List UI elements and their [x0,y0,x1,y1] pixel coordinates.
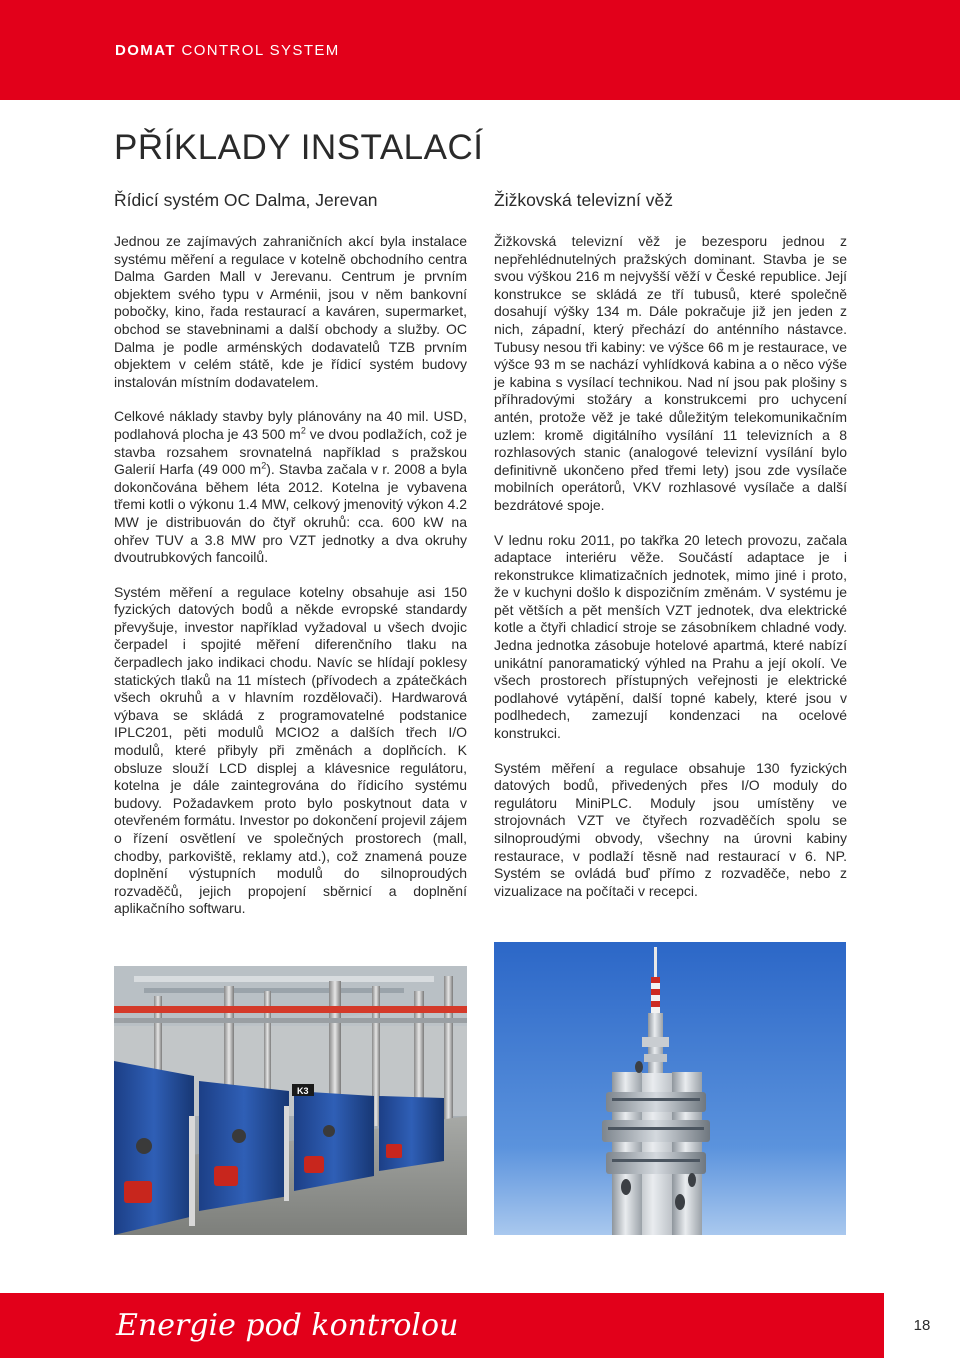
left-heading: Řídicí systém OC Dalma, Jerevan [114,190,378,210]
superscript-2: 2 [261,460,267,471]
page-number-box [884,1293,960,1358]
page-number: 18 [913,1317,931,1334]
page-title: PŘÍKLADY INSTALACÍ [114,128,484,167]
left-paragraph-2-part-b: ve dvou podlažích, což je stavba rozsahem srovnatelná například s pražskou Galerií Harfa (49 000 m [114,425,467,478]
right-paragraph-2: V lednu roku 2011, po takřka 20 letech provozu, začala adaptace interiéru věže. Součástí adaptace je i rekonstrukce klimatizačních jednotek, mimo jiné i proto, že v kuchyni došlo k dispozičním změnám. V systému je pět větších a pět menších VZT jednotek, dva elektrické kotle a čtyři chladicí stroje se zásobníkem chladné vody. Jedna jednotka zásobuje hotelové apartmá, které nabízí unikátní panoramatický výhled na Prahu a její okolí. Ve všech prostorech přístupných veřejnosti je elektrické podlahové vytápění, další topné kabely, které jsou v podlhedech, zamezují kondenzaci na ocelové konstrukci. [494,531,847,742]
left-paragraph-1: Jednou ze zajímavých zahraničních akcí byla instalace systému měření a regulace v kotelně obchodního centra Dalma Garden Mall v Jerevanu. Centrum je prvním objektem svého typu v Arménii, jsou v něm bankovní pobočky, kino, řada restaurací a kaváren, supermarket, obchod se stavebninami a další obchody a služby. OC Dalma je podle arménských dodavatelů TZB prvním objektem v celém státě, kde je řídicí systém budovy instalován místním dodavatelem. [114,233,467,390]
left-paragraph-3: Systém měření a regulace kotelny obsahuje asi 150 fyzických datových bodů a někde evropské standardy převyšuje, investor například vyžadoval u všech dvojic čerpadel i spojité měření diferenčního tlaku na čerpadlech jako indikaci chodu. Navíc se hlídají poklesy statických tlaků na 11 místech (přívodech a zpátečkách všech okruhů a v hlavním rozdělovači). Hardwarová výbava se skládá z programovatelné podstanice IPLC201, pěti modulů MCIO2 a dalších třech I/O modulů, které přibyly při změnách a doplňcích. K obsluze slouží LCD displej a klávesnice regulátoru, kotelna je dále zaintegrována do řídicího systému budovy. Požadavkem proto bylo poskytnout data v otevřeném formátu. Investor po dokončení projevil zájem o řízení osvětlení ve společných prostorech (mall, chodby, parkoviště, reklamy atd.), což znamená pouze doplnění výstupních modulů do silnoproudých rozvaděčů, jejich propojení sběrnicí a doplnění aplikačního softwaru. [114,583,467,917]
brand-name-bold: DOMAT [115,42,176,59]
left-column [114,190,467,918]
right-paragraph-3: Systém měření a regulace obsahuje 130 fyzických datových bodů, přivedených přes I/O moduly do regulátoru MiniPLC. Moduly jsou umístěny ve strojovnách VZT ve čtyřech rozvaděčích spolu se silnoproudými obvody, všechny na úrovni kabiny restaurace, v podlaží těsně nad restaurací v 6. NP. Systém se ovládá buď přímo z rozvaděče, nebo z vizualizace na počítači v recepci. [494,759,847,899]
right-paragraph-1: Žižkovská televizní věž je bezesporu jednou z nepřehlédnutelných pražských dominant. Stavba je se svou výškou 216 m nejvyšší věží v České republice. Její konstrukce se skládá ze tří tubusů, které společně dosahují výšky 134 m. Dále pokračuje již jen jeden z nich, západní, který přechází do anténního nástavce. Tubusy nesou tři kabiny: ve výšce 66 m je restaurace, ve výšce 93 m se nachází vyhlídková kabina a o něco výše je kabina s vysílací technikou. Nad ní jsou pak plošiny s příhradovými stožáry a konstrukcemi pro uchycení antén, protože věž je také důležitým telekomunikačním uzlem: kromě digitálního vysílání 11 televizních a 8 rozhlasových stanic (analogové televizní vysílání bylo definitivně ukončeno před třemi lety) jsou zde vysílače mobilních operátorů, VKV rozhlasové vysílače a další bezdrátové spoje. [494,233,847,513]
footer-bar [0,1293,960,1358]
tv-tower-photo [494,942,846,1235]
footer-slogan: Energie pod kontrolou [116,1308,459,1343]
right-heading: Žižkovská televizní věž [494,190,673,210]
boiler-room-photo [114,966,467,1235]
brand-name-rest: CONTROL SYSTEM [175,42,340,59]
header-bar [0,0,960,100]
superscript-1: 2 [300,425,306,436]
brand-logo-text [115,42,340,59]
left-paragraph-2-part-c: ). Stavba začala v r. 2008 a byla dokončována během léta 2012. Kotelna je vybavena třemi kotli o výkonu 1.4 MW, celkový jmenovitý výkon 4.2 MW je distribuován do čtyř okruhů: cca. 600 kW na ohřev TUV a 3.8 MW pro VZT jednotky a dva okruhy dvoutrubkových fancoilů. [114,461,467,566]
right-column [494,190,847,900]
boiler-label: K3 [297,1086,309,1096]
left-paragraph-2-part-a: Celkové náklady stavby byly plánovány na 40 mil. USD, podlahová plocha je 43 500 m [114,408,467,442]
left-paragraph-2 [114,408,467,566]
